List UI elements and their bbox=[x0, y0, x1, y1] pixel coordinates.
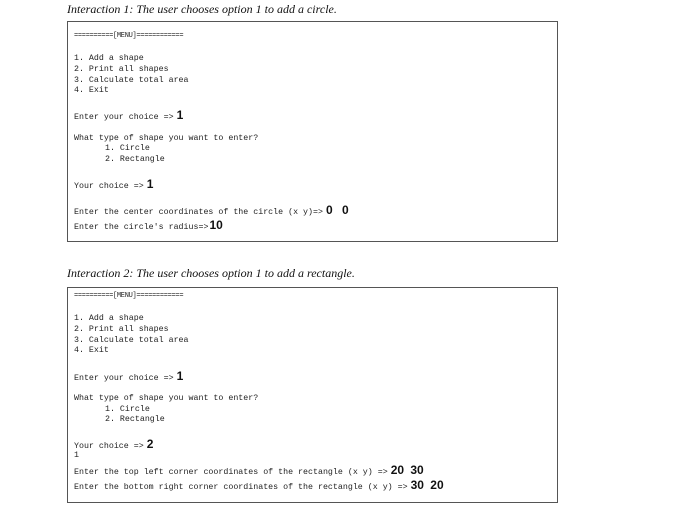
choice-prompt: Enter your choice => bbox=[74, 113, 174, 122]
choice-line bbox=[74, 371, 183, 384]
shape-prompt: What type of shape you want to enter? bbox=[74, 134, 259, 143]
shape-option: 1. Circle bbox=[105, 144, 150, 153]
top-left-prompt: Enter the top left corner coordinates of the rectangle (x y) => bbox=[74, 468, 388, 477]
choice-value: 1 bbox=[176, 369, 184, 383]
radius-line bbox=[74, 220, 223, 233]
bottom-right-prompt: Enter the bottom right corner coordinates of the rectangle (x y) => bbox=[74, 483, 408, 492]
menu-item: 4. Exit bbox=[74, 346, 109, 355]
your-choice-value: 1 bbox=[146, 177, 154, 191]
radius-value: 10 bbox=[209, 218, 223, 232]
interaction2-console bbox=[67, 287, 558, 503]
your-choice-value: 2 bbox=[146, 437, 154, 451]
menu-item: 3. Calculate total area bbox=[74, 76, 189, 85]
menu-header: ==========[MENU]============ bbox=[74, 32, 184, 40]
your-choice-prompt: Your choice => bbox=[74, 182, 144, 191]
interaction1-console bbox=[67, 21, 558, 242]
choice-line bbox=[74, 110, 183, 123]
shape-option: 1. Circle bbox=[105, 405, 150, 414]
shape-option: 2. Rectangle bbox=[105, 415, 165, 424]
shape-option: 2. Rectangle bbox=[105, 155, 165, 164]
top-left-value: 20 30 bbox=[390, 463, 424, 477]
your-choice-line bbox=[74, 179, 153, 192]
menu-item: 4. Exit bbox=[74, 86, 109, 95]
menu-item: 1. Add a shape bbox=[74, 54, 144, 63]
interaction1-caption: Interaction 1: The user chooses option 1 to add a circle. bbox=[67, 2, 337, 16]
menu-item: 3. Calculate total area bbox=[74, 336, 189, 345]
bottom-right-line bbox=[74, 480, 444, 493]
center-prompt: Enter the center coordinates of the circle (x y)=> bbox=[74, 208, 323, 217]
menu-header: ==========[MENU]============ bbox=[74, 292, 184, 300]
your-choice-prompt: Your choice => bbox=[74, 442, 144, 451]
echo-line: 1 bbox=[74, 451, 79, 460]
menu-item: 2. Print all shapes bbox=[74, 65, 169, 74]
radius-prompt: Enter the circle's radius=> bbox=[74, 223, 209, 232]
interaction2-caption: Interaction 2: The user chooses option 1 to add a rectangle. bbox=[67, 266, 355, 280]
top-left-line bbox=[74, 465, 424, 478]
menu-item: 2. Print all shapes bbox=[74, 325, 169, 334]
center-line bbox=[74, 205, 352, 218]
bottom-right-value: 30 20 bbox=[410, 478, 444, 492]
menu-item: 1. Add a shape bbox=[74, 314, 144, 323]
shape-prompt: What type of shape you want to enter? bbox=[74, 394, 259, 403]
center-value: 0 0 bbox=[325, 203, 352, 217]
your-choice-line bbox=[74, 439, 153, 452]
choice-value: 1 bbox=[176, 108, 184, 122]
choice-prompt: Enter your choice => bbox=[74, 374, 174, 383]
